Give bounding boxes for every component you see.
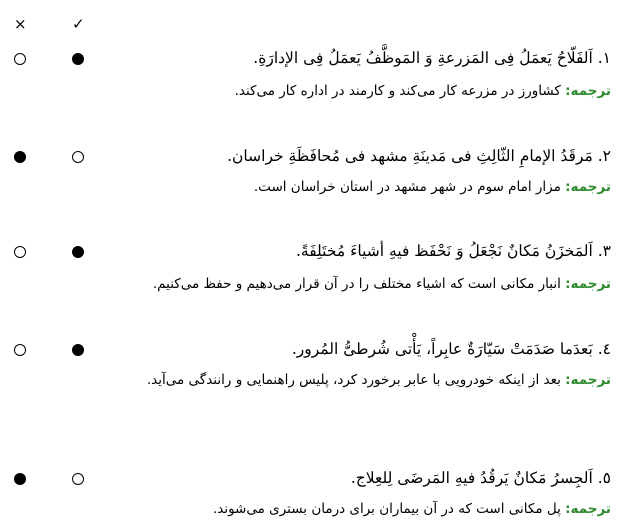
translation-text: بعد از اینکه خودرویی با عابر برخورد کرد، پلیس راهنمایی و رانندگی می‌آید. xyxy=(146,372,561,388)
right-option-radio[interactable] xyxy=(72,473,84,485)
translation-text: کشاورز در مزرعه کار می‌کند و کارمند در اداره کار می‌کند. xyxy=(234,83,561,99)
translation xyxy=(133,78,611,104)
right-option-radio[interactable] xyxy=(72,151,84,163)
translation-label: ترجمه: xyxy=(565,501,611,517)
wrong-option-radio[interactable] xyxy=(14,151,26,163)
right-option-radio[interactable] xyxy=(72,53,84,65)
right-column-header-icon: ✓ xyxy=(72,15,85,33)
right-option-radio[interactable] xyxy=(72,344,84,356)
translation xyxy=(133,271,611,297)
wrong-column-header-icon: × xyxy=(14,15,27,33)
translation-text: انبار مکانی است که اشیاء مختلف را در آن قرار می‌دهیم و حفظ می‌کنیم. xyxy=(152,276,561,292)
translation xyxy=(133,496,611,522)
translation-label: ترجمه: xyxy=(565,372,611,388)
arabic-sentence: ٢. مَرقَدُ الإمامِ الثّالِثِ فی مَدينَةِ مشهد فی مُحافَظَةِ خراسان. xyxy=(227,147,611,165)
translation-text: پل مکانی است که در آن بیماران برای درمان بستری می‌شوند. xyxy=(212,501,561,517)
wrong-option-radio[interactable] xyxy=(14,344,26,356)
translation-text: مزار امام سوم در شهر مشهد در استان خراسان است. xyxy=(253,179,561,195)
wrong-option-radio[interactable] xyxy=(14,53,26,65)
arabic-sentence: ١. اَلفَلّاحُ يَعمَلُ فِی المَزرعةِ وَ المَوظَّفُ يَعمَلُ فِی الإدارَةِ. xyxy=(253,49,611,67)
translation-label: ترجمه: xyxy=(565,83,611,99)
translation-label: ترجمه: xyxy=(565,276,611,292)
translation xyxy=(133,174,611,200)
right-option-radio[interactable] xyxy=(72,246,84,258)
arabic-sentence: ٣. اَلمَخزَنُ مَكانٌ نَجْعَلُ وَ نَحْفَظ فيهِ أشياءَ مُختَلِفَةً. xyxy=(295,242,611,260)
translation xyxy=(133,367,611,393)
translation-label: ترجمه: xyxy=(565,179,611,195)
wrong-option-radio[interactable] xyxy=(14,246,26,258)
wrong-option-radio[interactable] xyxy=(14,473,26,485)
arabic-sentence: ٥. اَلجِسرُ مَكانٌ يَرقُدُ فيهِ المَرضَی لِلعِلاج. xyxy=(350,469,611,487)
arabic-sentence: ٤. بَعدَما صَدَمَتْ سَيّارَةٌ عابِراً، يَأْتی شُرطیُّ المُرور. xyxy=(291,340,611,358)
